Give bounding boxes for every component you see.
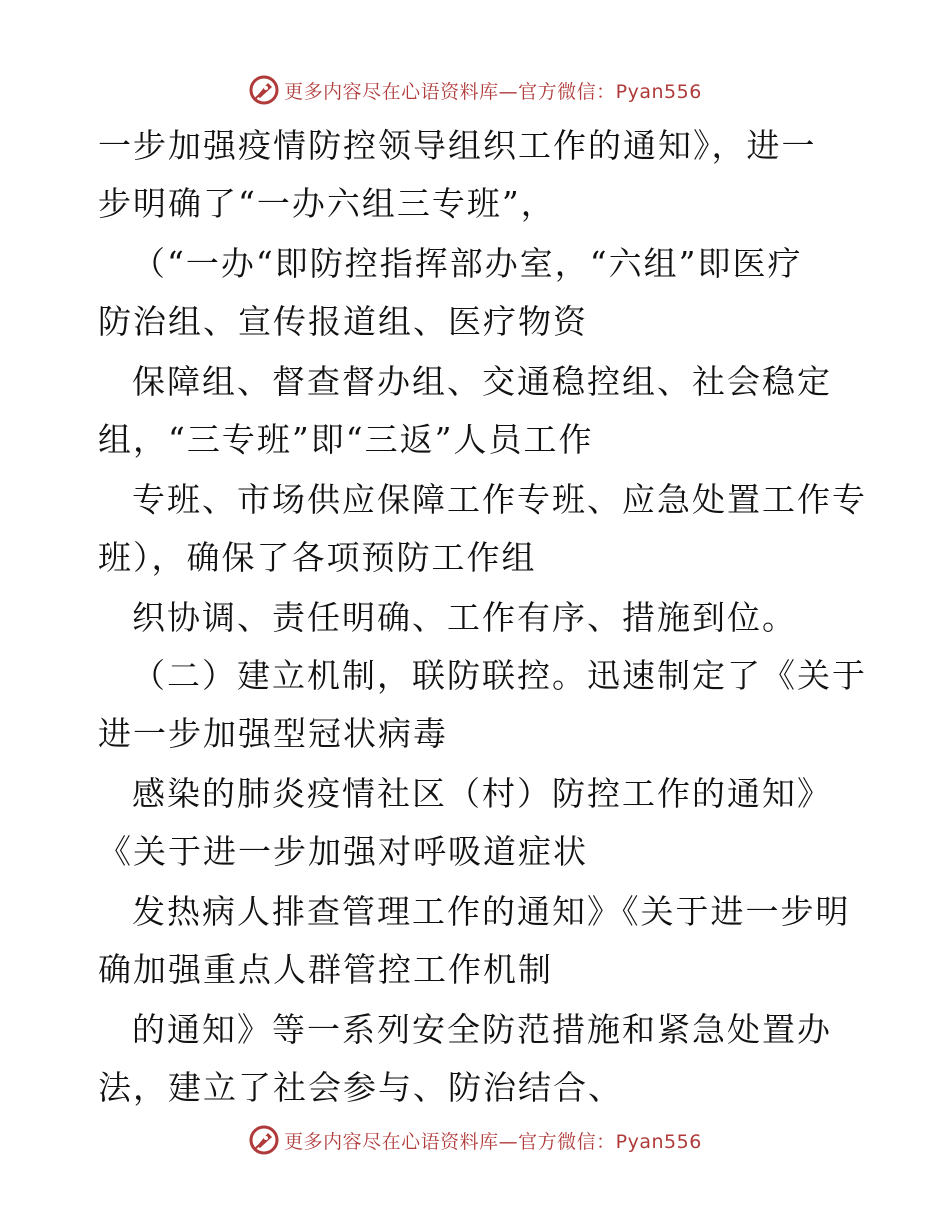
- header-banner-content: [248, 74, 702, 106]
- body-line: （“一办“即防控指挥部办室，“六组”即医疗: [132, 244, 803, 283]
- body-line: 《关于进一步加强对呼吸道症状: [98, 832, 588, 871]
- body-line: 法，建立了社会参与、防治结合、: [98, 1068, 623, 1107]
- footer-banner-content: [248, 1124, 702, 1156]
- body-line: 专班、市场供应保障工作专班、应急处置工作专: [132, 480, 867, 519]
- body-line: 一步加强疫情防控领导组织工作的通知》，进一: [98, 126, 817, 165]
- body-line: 保障组、督查督办组、交通稳控组、社会稳定: [132, 362, 832, 401]
- body-line: 进一步加强型冠状病毒: [98, 714, 448, 753]
- body-line: 确加强重点人群管控工作机制: [98, 950, 553, 989]
- body-line: （二）建立机制，联防联控。迅速制定了《关于: [132, 656, 867, 695]
- body-line: 组，“三专班”即“三返”人员工作: [98, 420, 594, 459]
- footer-banner-text: 更多内容尽在心语资料库—官方微信：Pyan556: [284, 1130, 702, 1153]
- footer-banner: [0, 1120, 950, 1160]
- body-line: 感染的肺炎疫情社区（村）防控工作的通知》: [132, 774, 832, 813]
- body-line: 步明确了“一办六组三专班”，: [98, 184, 556, 223]
- body-line: 班），确保了各项预防工作组: [98, 538, 537, 577]
- header-banner-text: 更多内容尽在心语资料库—官方微信：Pyan556: [284, 80, 702, 103]
- header-banner: [0, 70, 950, 110]
- body-line: 发热病人排查管理工作的通知》《关于进一步明: [132, 892, 851, 931]
- body-line: 防治组、宣传报道组、医疗物资: [98, 302, 588, 341]
- pen-nib-circle-icon: [248, 1124, 280, 1156]
- body-line: 的通知》等一系列安全防范措施和紧急处置办: [132, 1010, 832, 1049]
- pen-nib-circle-icon: [248, 74, 280, 106]
- body-line: 织协调、责任明确、工作有序、措施到位。: [132, 598, 797, 637]
